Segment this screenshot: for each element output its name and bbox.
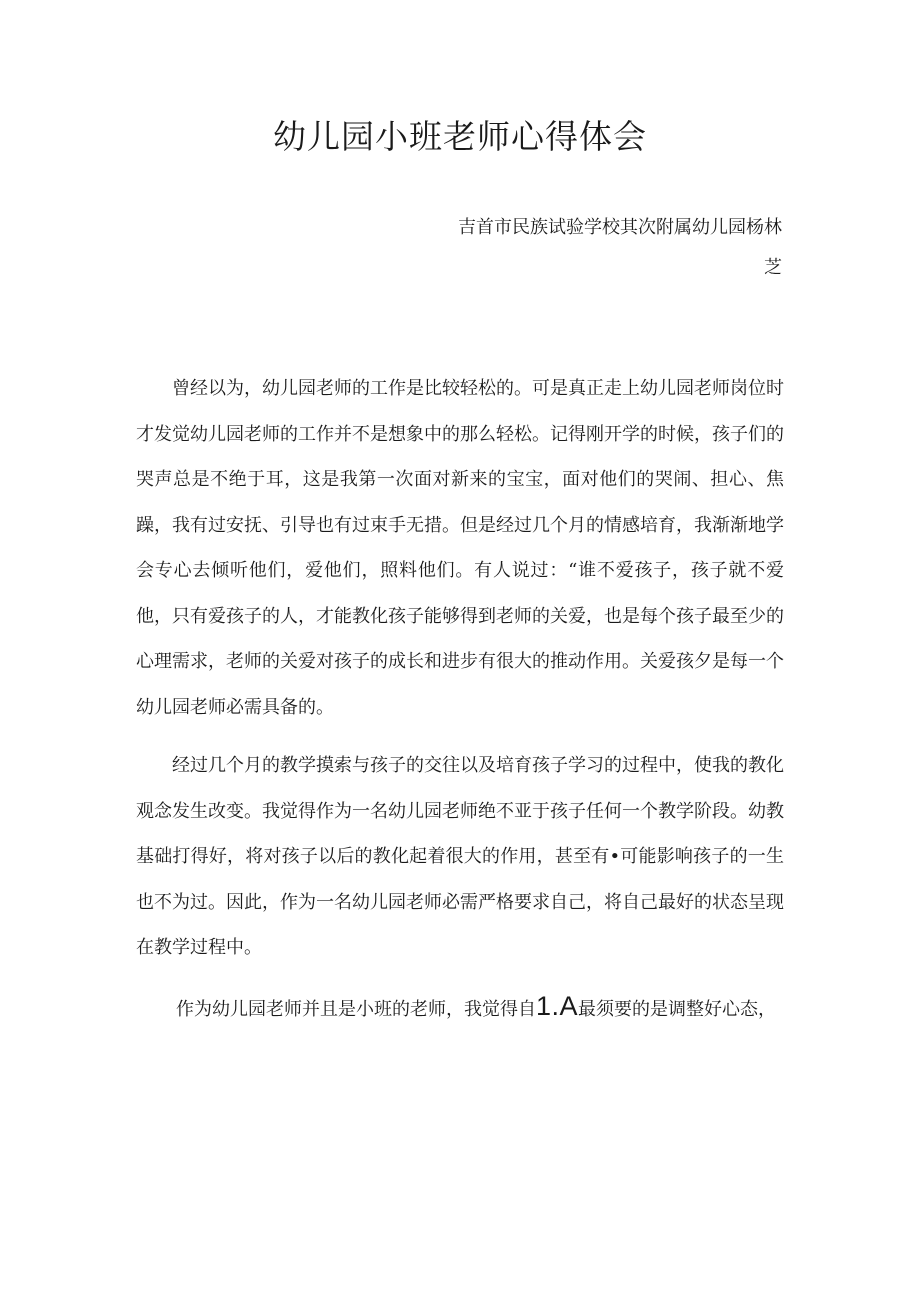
author-line <box>362 208 782 288</box>
author-line-2: 芝 <box>764 257 782 278</box>
document-title: 幼儿园小班老师心得体会 <box>273 117 647 156</box>
paragraph-3-big-text: 1.A <box>536 990 579 1021</box>
paragraph-3-end: 最须要的是调整好心态， <box>578 998 777 1020</box>
paragraph-3-start: 作为幼儿园老师并且是小班的老师，我觉得自 <box>176 998 536 1020</box>
paragraph-2: 经过几个月的教学摸索与孩子的交往以及培育孩子学习的过程中，使我的教化观念发生改变。我觉得作为一名幼儿园老师绝不亚于孩子任何一个教学阶段。幼教基础打得好，将对孩子以后的教化起着很大的作用，甚至有•可能影响孩子的一生也不为过。因此，作为一名幼儿园老师必需严格要求自己，将自己最好的状态呈现在教学过程中。 <box>136 755 784 958</box>
paragraph-3 <box>136 984 784 1033</box>
document-body <box>136 366 784 1045</box>
paragraph-1: 曾经以为，幼儿园老师的工作是比较轻松的。可是真正走上幼儿园老师岗位时才发觉幼儿园老师的工作并不是想象中的那么轻松。记得刚开学的时候，孩子们的哭声总是不绝于耳，这是我第一次面对新来的宝宝，面对他们的哭闹、担心、焦躁，我有过安抚、引导也有过束手无措。但是经过几个月的情感培育，我渐渐地学会专心去倾听他们，爱他们，照料他们。有人说过：“谁不爱孩子，孩子就不爱他，只有爱孩子的人，才能教化孩子能够得到老师的关爱，也是每个孩子最至少的心理需求，老师的关爱对孩子的成长和进步有很大的推动作用。关爱孩夕是每一个幼儿园老师必需具备的。 <box>136 378 784 718</box>
author-line-1: 吉首市民族试验学校其次附属幼儿园杨林 <box>458 217 782 238</box>
